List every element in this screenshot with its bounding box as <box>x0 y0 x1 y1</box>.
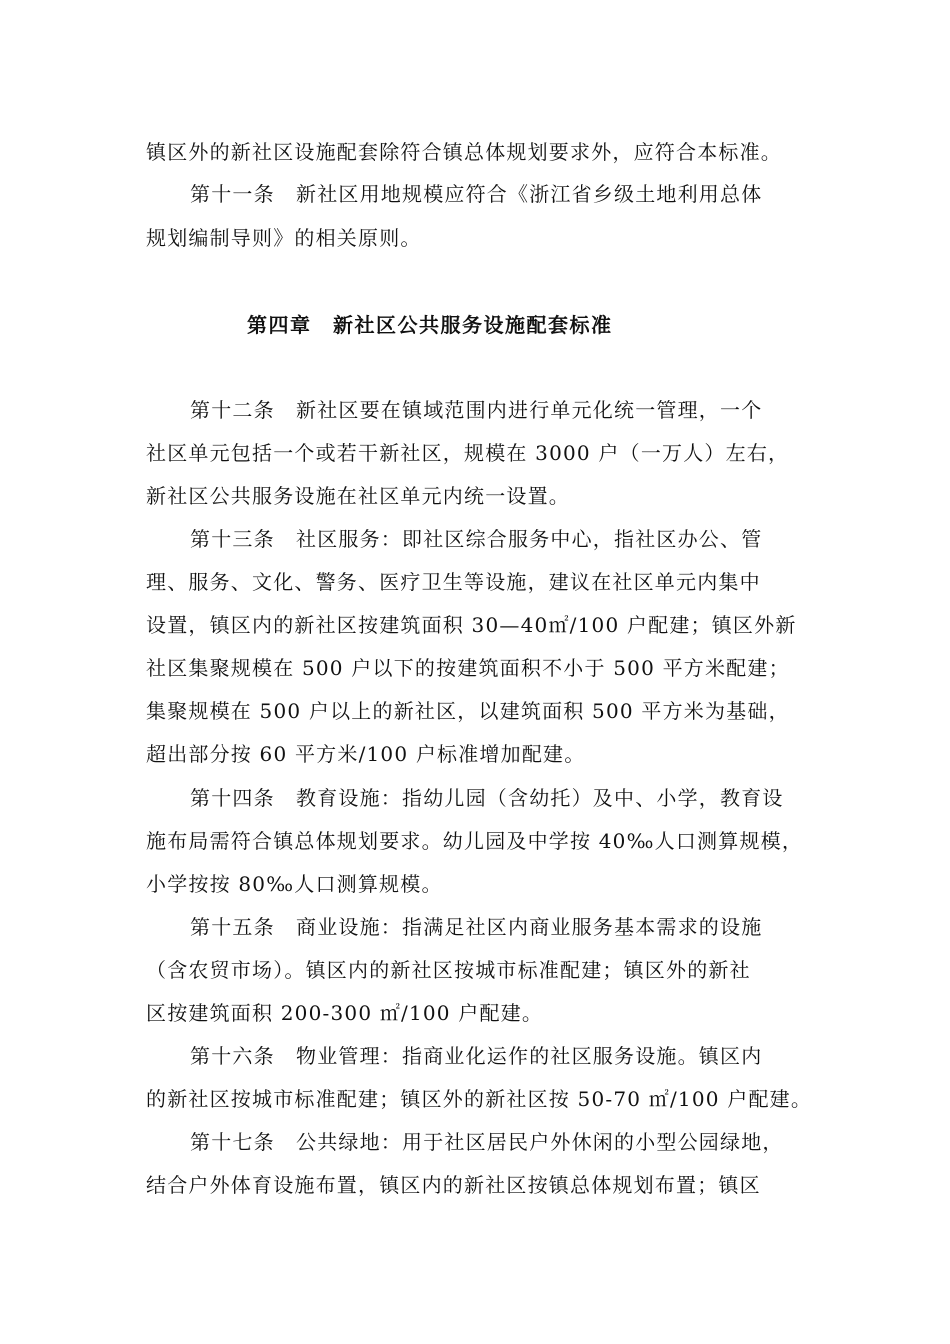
paragraph-line: 结合户外体育设施布置，镇区内的新社区按镇总体规划布置；镇区 <box>146 1173 761 1197</box>
paragraph-line: 理、服务、文化、警务、医疗卫生等设施，建议在社区单元内集中 <box>146 570 761 594</box>
article-14-line: 第十四条 教育设施：指幼儿园（含幼托）及中、小学，教育设 <box>190 786 784 810</box>
article-12-line: 第十二条 新社区要在镇域范围内进行单元化统一管理，一个 <box>190 398 763 422</box>
article-13-line: 第十三条 社区服务：即社区综合服务中心，指社区办公、管 <box>190 527 763 551</box>
paragraph-line: 超出部分按 60 平方米/100 户标准增加配建。 <box>146 742 586 766</box>
article-11-line: 第十一条 新社区用地规模应符合《浙江省乡级土地利用总体 <box>190 182 763 206</box>
chapter-heading: 第四章 新社区公共服务设施配套标准 <box>247 313 613 337</box>
paragraph-line: 新社区公共服务设施在社区单元内统一设置。 <box>146 484 570 508</box>
paragraph-line: 规划编制导则》的相关原则。 <box>146 226 422 250</box>
paragraph-line: 小学按按 80‰人口测算规模。 <box>146 872 443 896</box>
paragraph-line: （含农贸市场）。镇区内的新社区按城市标准配建；镇区外的新社 <box>146 958 751 982</box>
paragraph-line: 施布局需符合镇总体规划要求。幼儿园及中学按 40‰人口测算规模， <box>146 829 804 853</box>
paragraph-line: 的新社区按城市标准配建；镇区外的新社区按 50-70 ㎡/100 户配建。 <box>146 1087 813 1111</box>
paragraph-line: 镇区外的新社区设施配套除符合镇总体规划要求外，应符合本标准。 <box>146 140 782 164</box>
paragraph-line: 集聚规模在 500 户以上的新社区，以建筑面积 500 平方米为基础， <box>146 699 790 723</box>
article-17-line: 第十七条 公共绿地：用于社区居民户外休闲的小型公园绿地， <box>190 1130 784 1154</box>
paragraph-line: 社区集聚规模在 500 户以下的按建筑面积不小于 500 平方米配建； <box>146 656 790 680</box>
paragraph-line: 社区单元包括一个或若干新社区，规模在 3000 户（一万人）左右， <box>146 441 790 465</box>
paragraph-line: 设置，镇区内的新社区按建筑面积 30—40㎡/100 户配建；镇区外新 <box>146 613 797 637</box>
article-15-line: 第十五条 商业设施：指满足社区内商业服务基本需求的设施 <box>190 915 763 939</box>
article-16-line: 第十六条 物业管理：指商业化运作的社区服务设施。镇区内 <box>190 1044 763 1068</box>
paragraph-line: 区按建筑面积 200-300 ㎡/100 户配建。 <box>146 1001 544 1025</box>
